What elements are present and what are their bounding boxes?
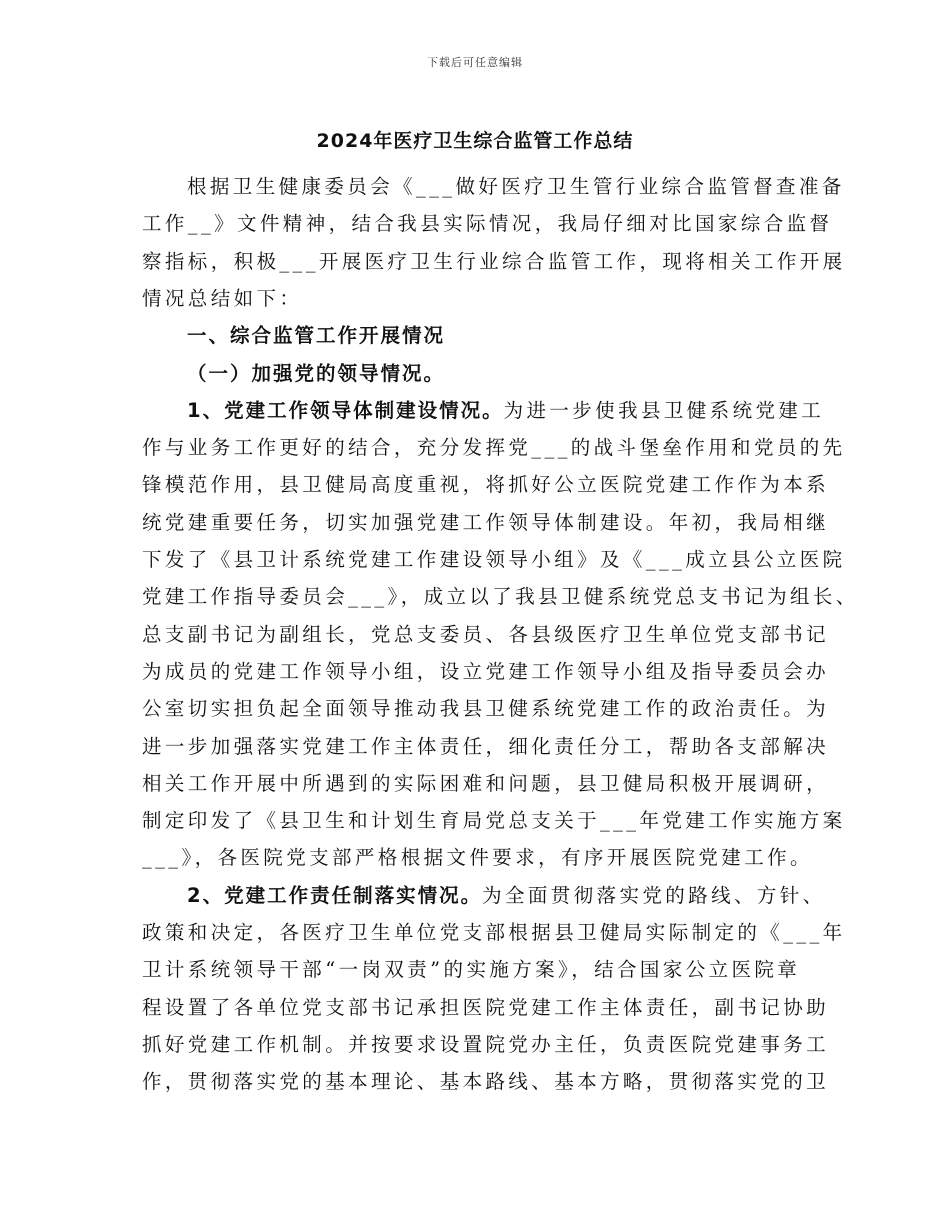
body-text-line: [142, 1028, 830, 1062]
body-text-line: [142, 1065, 830, 1099]
line-text: 一、综合监管工作开展情况: [187, 324, 446, 347]
line-text: 作，贯彻落实党的基本理论、基本路线、基本方略，贯彻落实党的卫: [142, 1070, 830, 1093]
line-text: 为全面贯彻落实党的路线、方针、: [482, 884, 826, 907]
body-text-line: [142, 580, 859, 614]
page-header-note: 下载后可任意编辑: [427, 56, 523, 69]
body-text-line: [142, 431, 846, 465]
body-text-line: [142, 468, 830, 502]
line-text: 相关工作开展中所遇到的实际困难和问题，县卫健局积极开展调研，: [142, 772, 830, 795]
line-text: 政策和决定，各医疗卫生单位党支部根据县卫健局实际制定的《___年: [142, 921, 846, 944]
line-text: 抓好党建工作机制。并按要求设置院党办主任，负责医院党建事务工: [142, 1033, 830, 1056]
body-text-line: [142, 841, 822, 875]
paragraph-lead-heading: 2、党建工作责任制落实情况。: [187, 884, 483, 907]
body-text-line: [142, 655, 830, 689]
body-text-line: [187, 879, 826, 913]
line-text: 为进一步使我县卫健系统党建工: [503, 399, 825, 422]
line-text: 程设置了各单位党支部书记承担医院党建工作主体责任，副书记协助: [142, 996, 830, 1019]
line-text: 锋模范作用，县卫健局高度重视，将抓好公立医院党建工作作为本系: [142, 473, 830, 496]
body-text-line: [142, 282, 822, 316]
line-text: 统党建重要任务，切实加强党建工作领导体制建设。年初，我局相继: [142, 511, 830, 534]
body-text-line: [142, 767, 830, 801]
line-text: ___》，各医院党支部严格根据文件要求，有序开展医院党建工作。: [142, 846, 813, 869]
body-text-line: [142, 916, 846, 950]
body-text-line: [187, 170, 845, 204]
body-text-line: [142, 245, 846, 279]
line-text: 公室切实担负起全面领导推动我县卫健系统党建工作的政治责任。为: [142, 697, 830, 720]
line-text: 为成员的党建工作领导小组，设立党建工作领导小组及指导委员会办: [142, 660, 830, 683]
paragraph-lead-heading: 1、党建工作领导体制建设情况。: [187, 399, 504, 422]
body-text-line: [142, 991, 830, 1025]
line-text: 总支副书记为副组长，党总支委员、各县级医疗卫生单位党支部书记: [142, 623, 830, 646]
line-text: 情况总结如下：: [142, 287, 303, 310]
body-text-line: [142, 692, 830, 726]
body-text-line: [142, 618, 830, 652]
line-text: 作与业务工作更好的结合，充分发挥党___的战斗堡垒作用和党员的先: [142, 436, 846, 459]
line-text: 下发了《县卫计系统党建工作建设领导小组》及《___成立县公立医院: [142, 548, 846, 571]
body-text-line: [142, 506, 830, 540]
line-text: 察指标，积极___开展医疗卫生行业综合监管工作，现将相关工作开展: [142, 250, 846, 273]
document-title: 2024年医疗卫生综合监管工作总结: [316, 130, 634, 152]
line-text: 党建工作指导委员会___》，成立以了我县卫健系统党总支书记为组长、: [142, 585, 859, 608]
line-text: 卫计系统领导干部“一岗双责”的实施方案》，结合国家公立医院章: [142, 958, 801, 981]
section-heading: [187, 319, 822, 353]
line-text: 工作__》文件精神，结合我县实际情况，我局仔细对比国家综合监督: [142, 212, 833, 235]
section-heading: [187, 357, 822, 391]
body-text-line: [142, 207, 833, 241]
body-text-line: [187, 394, 825, 428]
body-text-line: [142, 730, 830, 764]
body-text-line: [142, 804, 846, 838]
body-text-line: [142, 543, 846, 577]
line-text: 根据卫生健康委员会《___做好医疗卫生管行业综合监管督查准备: [187, 175, 845, 198]
line-text: 制定印发了《县卫生和计划生育局党总支关于___年党建工作实施方案: [142, 809, 846, 832]
line-text: （一）加强党的领导情况。: [187, 362, 446, 385]
body-text-line: [142, 953, 822, 987]
line-text: 进一步加强落实党建工作主体责任，细化责任分工，帮助各支部解决: [142, 735, 830, 758]
